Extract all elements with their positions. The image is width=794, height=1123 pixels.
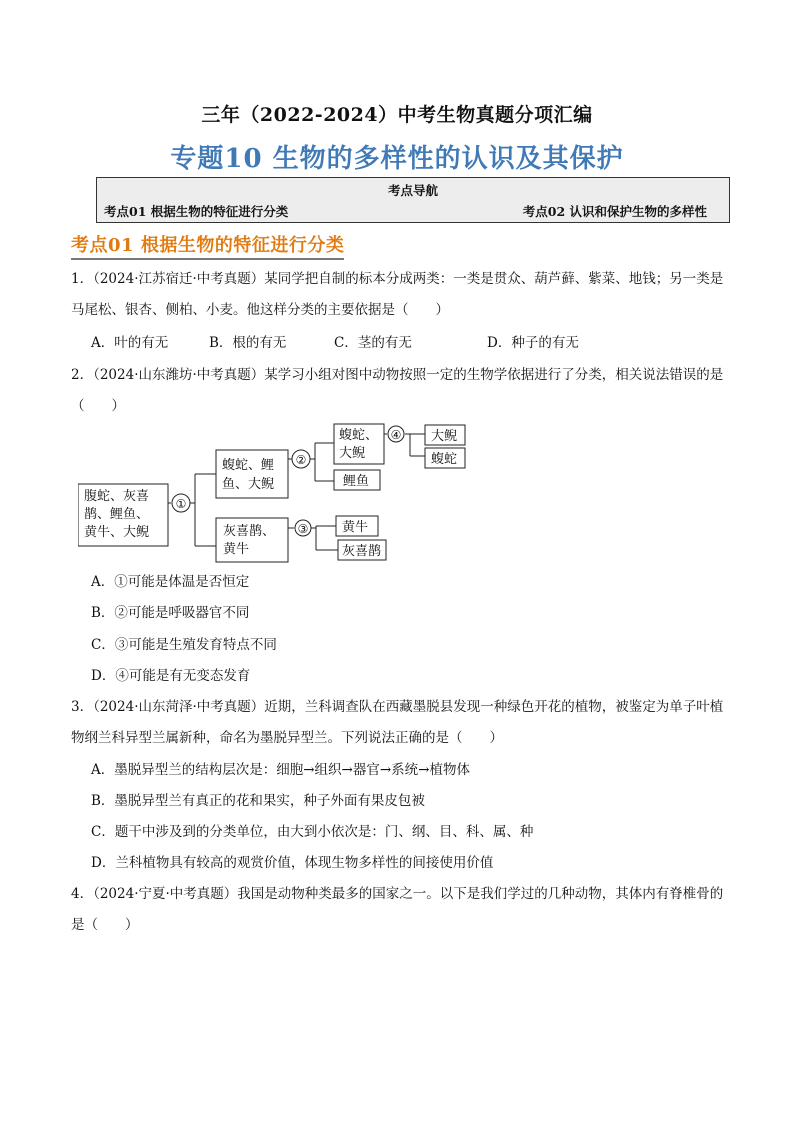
q2-option-a: A．①可能是体温是否恒定 bbox=[91, 574, 250, 590]
nav-link-topic-01[interactable]: 考点01 根据生物的特征进行分类 bbox=[104, 204, 289, 219]
q2-option-d: D．④可能是有无变态发育 bbox=[91, 668, 251, 684]
q2-option-b: B．②可能是呼吸器官不同 bbox=[91, 605, 250, 621]
q1-option-a: A．叶的有无 bbox=[91, 335, 169, 351]
diagram-root-line-2: 鹊、鲤鱼、 bbox=[84, 507, 150, 522]
diagram-leaf-4-label: 灰喜鹊 bbox=[342, 544, 382, 559]
nav-box bbox=[96, 177, 730, 223]
diagram-b1a-line-2: 大鲵 bbox=[339, 446, 366, 461]
q3-option-d: D．兰科植物具有较高的观赏价值，体现生物多样性的间接使用价值 bbox=[91, 855, 494, 871]
q1-option-b: B．根的有无 bbox=[209, 335, 287, 351]
section-heading: 考点01 根据生物的特征进行分类 bbox=[71, 231, 344, 260]
diagram-b1-line-2: 鱼、大鲵 bbox=[222, 477, 275, 492]
diagram-leaf-2-label: 蝮蛇 bbox=[431, 452, 458, 467]
question-3-stem: 3．（2024·山东菏泽·中考真题）近期，兰科调查队在西藏墨脱县发现一种绿色开花的植物，被鉴定为单子叶植物纲兰科异型兰属新种，命名为墨脱异型兰。下列说法正确的是（ ） bbox=[71, 699, 724, 746]
diagram-b1a-line-1: 蝮蛇、 bbox=[339, 428, 379, 443]
diagram-circle-3-label: ③ bbox=[297, 522, 309, 536]
classification-diagram bbox=[78, 422, 478, 572]
diagram-circle-4-label: ④ bbox=[390, 428, 402, 442]
nav-link-topic-02[interactable]: 考点02 认识和保护生物的多样性 bbox=[522, 204, 707, 219]
question-2-stem: 2．（2024·山东潍坊·中考真题）某学习小组对图中动物按照一定的生物学依据进行了分类，相关说法错误的是（ ） bbox=[71, 367, 724, 414]
q3-option-b: B．墨脱异型兰有真正的花和果实，种子外面有果皮包被 bbox=[91, 793, 425, 809]
main-title: 三年（2022-2024）中考生物真题分项汇编 bbox=[201, 104, 593, 126]
question-4-stem: 4．（2024·宁夏·中考真题）我国是动物种类最多的国家之一。以下是我们学过的几种动物，其体内有脊椎骨的是（ ） bbox=[71, 886, 724, 933]
sub-title: 专题10 生物的多样性的认识及其保护 bbox=[170, 144, 624, 174]
diagram-circle-1-label: ① bbox=[175, 497, 187, 511]
diagram-leaf-1-label: 大鲵 bbox=[431, 429, 458, 444]
q3-option-a: A．墨脱异型兰的结构层次是：细胞→组织→器官→系统→植物体 bbox=[91, 762, 470, 778]
q3-option-c: C．题干中涉及到的分类单位，由大到小依次是：门、纲、目、科、属、种 bbox=[91, 824, 534, 840]
diagram-b1-line-1: 蝮蛇、鲤 bbox=[222, 458, 275, 473]
diagram-b1b-label: 鲤鱼 bbox=[343, 474, 370, 489]
diagram-b2-line-1: 灰喜鹊、 bbox=[223, 524, 276, 539]
diagram-root-line-3: 黄牛、大鲵 bbox=[84, 525, 150, 540]
question-1-stem: 1．（2024·江苏宿迁·中考真题）某同学把自制的标本分成两类：一类是贯众、葫芦藓、紫菜、地钱；另一类是马尾松、银杏、侧柏、小麦。他这样分类的主要依据是（ ） bbox=[71, 271, 724, 318]
q1-option-d: D．种子的有无 bbox=[487, 335, 579, 351]
diagram-root-line-1: 腹蛇、灰喜 bbox=[84, 489, 150, 504]
diagram-leaf-3-label: 黄牛 bbox=[342, 520, 369, 535]
nav-title: 考点导航 bbox=[387, 183, 438, 198]
q1-option-c: C．茎的有无 bbox=[334, 335, 412, 351]
q2-option-c: C．③可能是生殖发育特点不同 bbox=[91, 637, 277, 653]
diagram-b2-line-2: 黄牛 bbox=[223, 542, 250, 557]
diagram-circle-2-label: ② bbox=[295, 453, 307, 467]
